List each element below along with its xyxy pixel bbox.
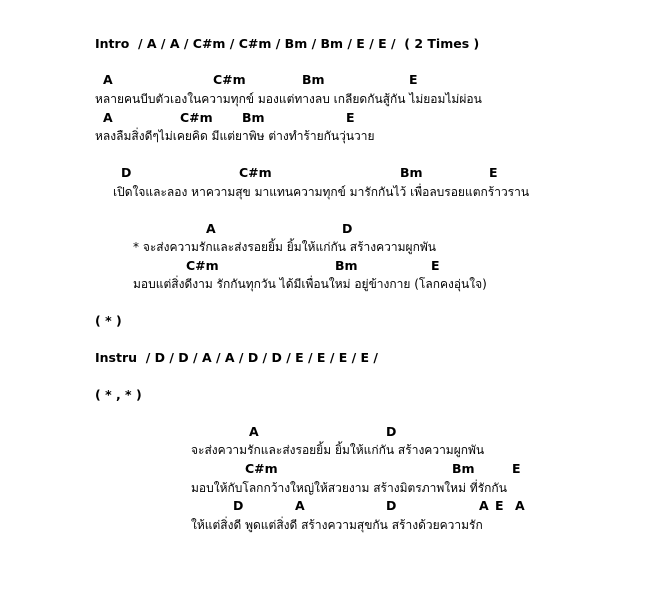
chord: Bm [242,110,265,125]
lyric-line: เปิดใจและลอง หาความสุข มาแทนความทุกข์ มารักกันไว้ เพื่อลบรอยแตกร้าวราน [113,185,530,199]
chord: E [346,110,355,125]
chord: Bm [302,72,325,87]
chord: D [386,498,397,513]
chord: C#m [245,461,278,476]
chord: D [121,165,132,180]
chord: C#m [180,110,213,125]
chord: C#m [213,72,246,87]
chord: C#m [186,258,219,273]
chord: A [103,110,113,125]
chord: E [512,461,521,476]
repeat-marker: ( * , * ) [95,387,142,402]
chord: D [233,498,244,513]
chord: C#m [239,165,272,180]
lyric-line: หลายคนบีบตัวเองในความทุกข์ มองแต่ทางลบ เกลียดกันสู้กัน ไม่ยอมไม่ผ่อน [95,92,482,106]
chord: E [431,258,440,273]
chord: E [489,165,498,180]
chord: Bm [452,461,475,476]
lyric-line: * จะส่งความรักและส่งรอยยิ้ม ยิ้มให้แก่กัน สร้างความผูกพัน [133,240,436,254]
chord: A [249,424,259,439]
chord: A [206,221,216,236]
chord: A [103,72,113,87]
instru-line: Instru / D / D / A / A / D / D / E / E / E / E / [95,350,378,365]
chord: E [409,72,418,87]
chord: A [295,498,305,513]
lyric-line: มอบให้กับโลกกว้างใหญ่ให้สวยงาม สร้างมิตรภาพใหม่ ที่รักกัน [191,481,507,495]
lyric-line: มอบแต่สิ่งดีงาม รักกันทุกวัน ได้มีเพื่อนใหม่ อยู่ข้างกาย (โลกคงอุ่นใจ) [133,277,487,291]
repeat-marker: ( * ) [95,313,122,328]
intro-line: Intro / A / A / C#m / C#m / Bm / Bm / E / E / ( 2 Times ) [95,36,480,51]
lyric-line: หลงลืมสิ่งดีๆไม่เคยคิด มีแต่ยาพิษ ต่างทำร้ายกันวุ่นวาย [95,129,375,143]
chord: Bm [335,258,358,273]
chord: D [342,221,353,236]
chord: Bm [400,165,423,180]
lyric-line: จะส่งความรักและส่งรอยยิ้ม ยิ้มให้แก่กัน สร้างความผูกพัน [191,443,485,457]
chord: E [495,498,504,513]
chord: A [515,498,525,513]
chord: A [479,498,489,513]
chord: D [386,424,397,439]
lyric-line: ให้แต่สิ่งดี พูดแต่สิ่งดี สร้างความสุขกัน สร้างด้วยความรัก [191,518,483,532]
